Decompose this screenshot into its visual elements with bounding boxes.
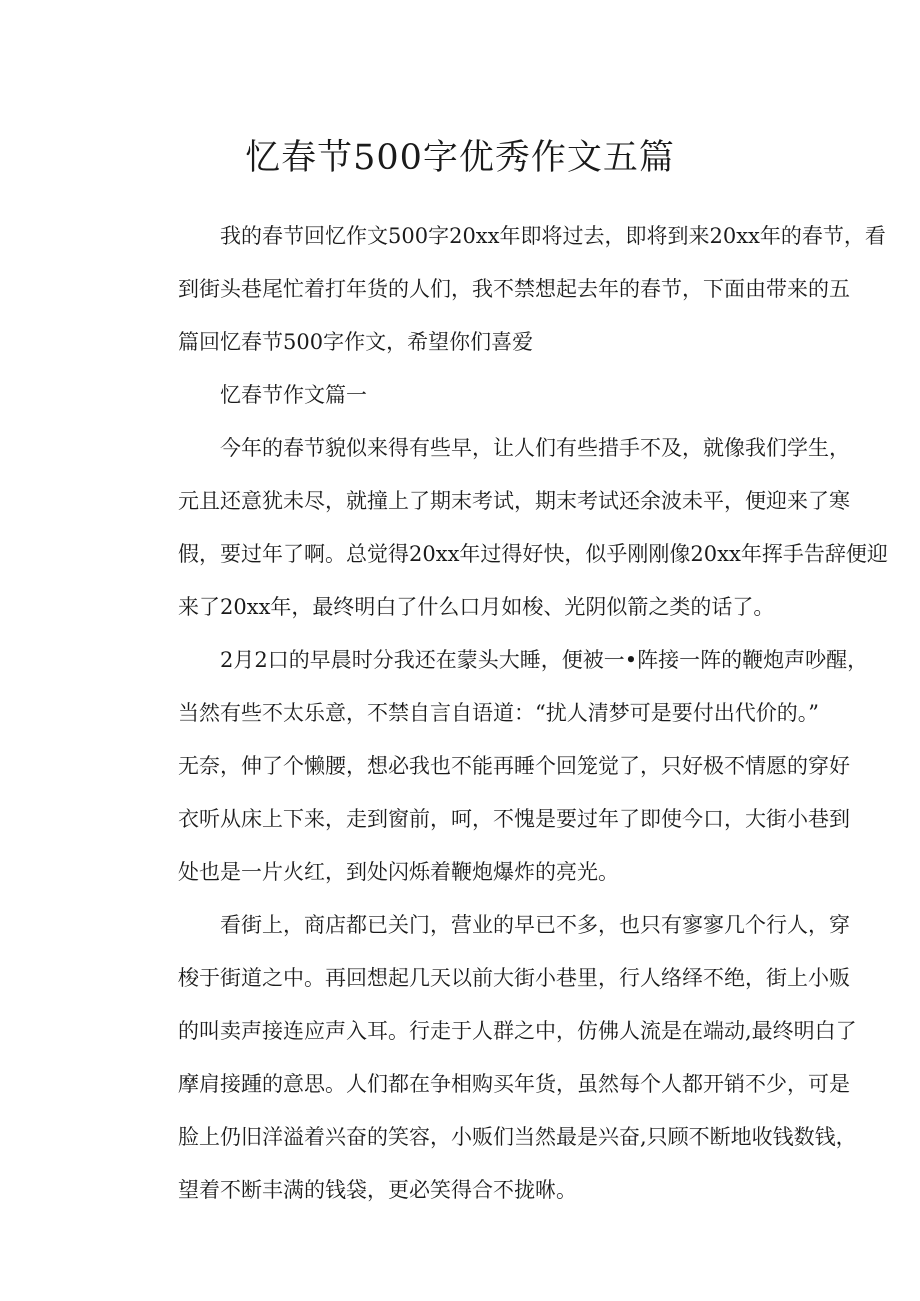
text-line: 脸上仍旧洋溢着兴奋的笑容，小贩们当然最是兴奋,只顾不断地收钱数钱， — [178, 1125, 857, 1149]
text-line: 来了20xx年，最终明白了什么口月如梭、光阴似箭之类的话了。 — [178, 595, 775, 619]
document-title: 忆春节500字优秀作文五篇 — [245, 138, 675, 178]
paragraph — [136, 634, 869, 899]
text-line: 元且还意犹未尽，就撞上了期末考试，期末考试还余波未平，便迎来了寒 — [178, 489, 850, 513]
text-line: 篇回忆春节500字作文，希望你们喜爱 — [178, 330, 534, 354]
text-line: 今年的春节貌似来得有些早，让人们有些措手不及，就像我们学生， — [220, 436, 850, 460]
paragraph — [136, 422, 888, 634]
section-heading — [136, 369, 784, 422]
text-line: 当然有些不太乐意，不禁自言自语道：“扰人清梦可是要付出代价的。” — [178, 701, 819, 725]
document-body — [136, 210, 888, 1217]
text-line: 到街头巷尾忙着打年货的人们，我不禁想起去年的春节，下面由带来的五 — [178, 277, 850, 301]
text-line: 忆春节作文篇一 — [220, 383, 367, 407]
text-line: 假，要过年了啊。总觉得20xx年过得好快，似乎刚刚像20xx年挥手告辞便迎 — [178, 542, 888, 566]
paragraph — [136, 899, 857, 1217]
text-line: 衣听从床上下来，走到窗前，呵，不愧是要过年了即使今口，大街小巷到 — [178, 807, 850, 831]
text-line: 摩肩接踵的意思。人们都在争相购买年货，虽然每个人都开销不少，可是 — [178, 1072, 850, 1096]
text-line: 2月2口的早晨时分我还在蒙头大睡，便被一•阵接一阵的鞭炮声吵醒， — [220, 648, 869, 672]
text-line: 处也是一片火红，到处闪烁着鞭炮爆炸的亮光。 — [178, 860, 619, 884]
paragraph-intro — [136, 210, 886, 369]
text-line: 无奈，伸了个懒腰，想必我也不能再睡个回笼觉了，只好极不情愿的穿好 — [178, 754, 850, 778]
text-line: 梭于街道之中。再回想起几天以前大街小巷里，行人络绎不绝，街上小贩 — [178, 966, 850, 990]
text-line: 看街上，商店都已关门，营业的早已不多，也只有寥寥几个行人，穿 — [220, 913, 850, 937]
text-line: 我的春节回忆作文500字20xx年即将过去，即将到来20xx年的春节，看 — [220, 224, 886, 248]
text-line: 的叫卖声接连应声入耳。行走于人群之中，仿佛人流是在端动,最终明白了 — [178, 1019, 857, 1043]
text-line: 望着不断丰满的钱袋，更必笑得合不拢咻。 — [178, 1178, 577, 1202]
